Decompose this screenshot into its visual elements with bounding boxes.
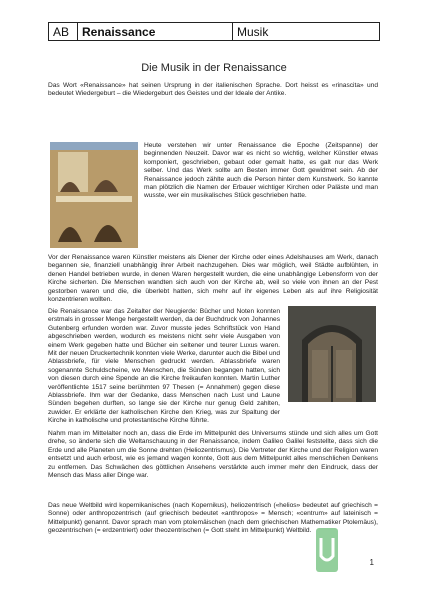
paragraph-curiosity: Die Renaissance war das Zeitalter der Neugierde: Bücher und Noten konnten erstmals in grosser Menge hergestellt werden, da der Buchdruck von Johannes Gutenberg erfunden worden war. Zuvor musste jedes Schriftstück von Hand abgeschrieben werden, wodurch es meistens nicht sehr viele Ausgaben von einem Werk gegeben hatte und Bücher ein seltener und teurer Luxus waren. Mit der neuen Druckertechnik konnten viele Werke, darunter auch die Bibel und Ablassbriefe, für viele Menschen gedruckt werden. Ablassbriefe waren sogenannte Schuldscheine, wo Menschen, die Sünden begangen hatten, sich von diesen durch eine Spende an die Kirche freikaufen konnten. Martin Luther veröffentlichte 1517 seine berühmten 97 Thesen (= Annahmen) gegen diese Ablassbriefe. Ihm war der Gedanke, dass Menschen nach Lust und Laune Sünden begehen durften, so lange sie der Kirche nur genug Geld zahlten, zuwider. Er erklärte der katholischen Kirche den Krieg, was zur Spaltung der Kirche in katholische und protestantische Kirche führte. <box>48 308 280 425</box>
courtyard-image <box>50 142 138 248</box>
paragraph-epoch: Heute verstehen wir unter Renaissance die Epoche (Zeitspanne) der beginnenden Neuzeit. Davor war es nicht so wichtig, welcher Künstler etwas komponiert, geschrieben, gebaut oder gemalt hatte, es galt nur das Werk selber. Und das Werk sollte am Besten immer Gott gewidmet sein. Ab der Renaissance jedoch zählte auch die Person hinter dem Kunstwerk. So kannte man plötzlich die Namen der Erbauer wichtiger Kirchen oder Paläste und man wusste, wer ein musikalisches Stück geschrieben hatte. <box>144 142 378 200</box>
page-title: Die Musik in der Renaissance <box>141 62 287 74</box>
logo-watermark-icon <box>316 528 338 572</box>
church-door-image <box>288 306 376 402</box>
worksheet-page <box>48 22 380 570</box>
header-topic: Renaissance <box>78 23 233 40</box>
header-table <box>48 22 380 41</box>
paragraph-intro: Das Wort «Renaissance» hat seinen Ursprung in der italienischen Sprache. Dort heisst es «rinascita» und bedeutet Wiedergeburt – die Wiedergeburt des Geistes und der Ideale der Antike. <box>48 82 378 98</box>
paragraph-artists: Vor der Renaissance waren Künstler meistens als Diener der Kirche oder eines Adelshauses am Werk, danach begannen sie, finanziell unabhängig ihrer Arbeit nachzugehen. Dies war möglich, weil Städte aufblühten, in denen Handel betrieben wurde, in denen Waren hergestellt wurden, die eine unabhängige Lebensform von der Kirche sicherten. Die Menschen wandten sich auch von der Kirche ab, weil so viele von ihnen an der Pest gestorben waren und die, die überlebt hatten, sich mehr auf ihr eigenes Leben als auf ihre Religiosität konzentrieren wollten. <box>48 254 378 304</box>
header-subject: Musik <box>237 24 269 39</box>
header-code: AB <box>49 23 78 40</box>
paragraph-heliocentrism: Nahm man im Mittelalter noch an, dass die Erde im Mittelpunkt des Universums stünde und sich alles um Gott drehe, so änderte sich die Weltanschauung in der Renaissance, indem Galileo Galilei feststellte, dass sich die Erde und alle Planeten um die Sonne drehten (Heliozentrismus). Die Vertreter der Kirche und der Religion waren entsetzt und auch erbost, wie es jemand wagen konnte, Gott aus dem Mittelpunkt alles menschlichen Denkens zu entfernen. Das Schwächen des göttlichen Ansehens verstärkte auch immer mehr den Eindruck, dass der Mensch das Mass aller Dinge war. <box>48 430 378 480</box>
page-number: 1 <box>369 558 374 567</box>
paragraph-worldview: Das neue Weltbild wird kopernikanisches (nach Kopernikus), heliozentrisch («helios» bedeutet auf griechisch = Sonne) oder anthropozentrisch (auf griechisch bedeutet «anthropos» = Mensch; «centrum» auf lateinisch = Mittelpunkt) genannt. Davor sprach man vom ptolemäischen (nach dem griechischen Mathematiker Ptolemäus), geozentrischen (= erdzentriert) oder theozentrischen (= Gott steht im Mittelpunkt) Weltbild. <box>48 502 378 535</box>
